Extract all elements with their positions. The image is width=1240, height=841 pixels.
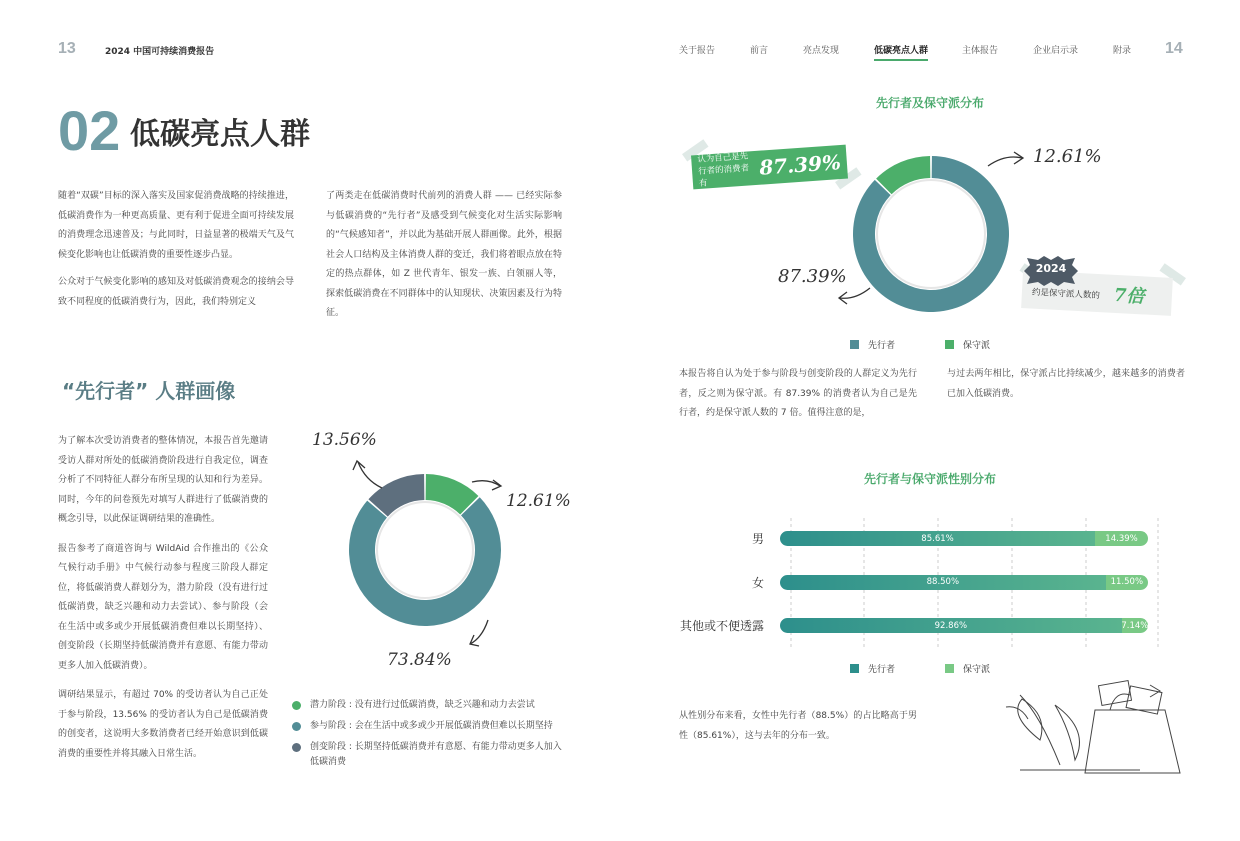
callout-text: 认为自己是先行者的消费者有 xyxy=(696,151,750,189)
arrow-head xyxy=(492,480,501,490)
stage-legend-text: 参与阶段 : 会在生活中或多或少开展低碳消费但难以长期坚持 xyxy=(310,721,553,731)
bar-pioneer: 92.86% xyxy=(780,618,1122,633)
intro-paragraph: 公众对于气候变化影响的感知及对低碳消费观念的接纳会导致不同程度的低碳消费行为，因此，我们特别定义 xyxy=(58,277,294,307)
stage-label-participate: 73.84% xyxy=(387,650,452,670)
section-title: 低碳亮点人群 xyxy=(130,117,310,152)
pioneer-paragraph: 报告参考了商道咨询与 WildAid 合作推出的《公众气候行动手册》中气候行动参与程度三阶段人群定位，将低碳消费人群划分为，潜力阶段（没有进行过低碳消费，缺乏兴趣和动力去尝试）、参与阶段（会在生活中或多或少开展低碳消费但难以长期坚持）、创变阶段（长期坚持低碳消费并有意愿、有能力带动更多人加入低碳消费）。 xyxy=(58,543,268,671)
stage-legend-item xyxy=(292,698,582,713)
right-page-number: 14 xyxy=(1165,40,1183,57)
legend-swatch xyxy=(945,340,954,349)
chart1-label-conservative: 12.61% xyxy=(1033,146,1102,167)
stage-legend-item xyxy=(292,719,582,734)
callout-value: 87.39% xyxy=(758,150,842,180)
nav-highlights[interactable]: 亮点发现 xyxy=(803,46,840,56)
bar-row xyxy=(660,575,1170,590)
chart1-legend-conservative xyxy=(945,338,990,351)
nav-low-carbon-groups[interactable]: 低碳亮点人群 xyxy=(874,43,928,61)
badge-text: 约是保守派人数的 xyxy=(1031,287,1101,302)
nav-preface[interactable]: 前言 xyxy=(750,46,769,56)
donut-inner xyxy=(377,502,473,598)
shopping-bag-illustration xyxy=(1000,675,1190,775)
legend-label: 保守派 xyxy=(963,341,991,351)
legend-label: 保守派 xyxy=(963,665,991,675)
stage-legend-text: 潜力阶段 : 没有进行过低碳消费，缺乏兴趣和动力去尝试 xyxy=(310,700,535,710)
section-number: 02 xyxy=(58,99,121,162)
nav-main-report[interactable]: 主体报告 xyxy=(962,46,999,56)
leaf-stem xyxy=(1020,695,1060,765)
pioneer-paragraph: 为了解本次受访消费者的整体情况，本报告首先邀请受访人群对所处的低碳消费阶段进行自我定位，调查分析了不同特征人群分布所呈现的认知和行为差异。同时，今年的问卷预先对填写人群进行了低碳消费的概念引导，以此保证调研结果的准确性。 xyxy=(58,436,268,524)
nav-appendix[interactable]: 附录 xyxy=(1113,46,1132,56)
bar-track xyxy=(780,575,1148,590)
arrow-to-label xyxy=(470,620,488,644)
badge-value: 7倍 xyxy=(1113,284,1145,308)
intro-column-1 xyxy=(58,187,294,312)
gender-bar-chart xyxy=(660,531,1170,662)
stage-label-potential: 12.61% xyxy=(506,491,571,511)
chart1-description-col2: 与过去两年相比，保守派占比持续减少，越来越多的消费者已加入低碳消费。 xyxy=(947,369,1185,399)
stage-legend xyxy=(292,698,582,770)
donut-inner xyxy=(877,180,985,288)
legend-swatch xyxy=(945,664,954,673)
bar-conservative: 11.50% xyxy=(1106,575,1148,590)
chart1-legend-pioneer xyxy=(850,338,895,351)
intro-paragraph: 随着“双碳”目标的深入落实及国家促消费战略的持续推进，低碳消费作为一种更高质量、更有利于促进全面可持续发展的消费理念迅速普及；与此同时，日益显著的极端天气及气候变化影响也让低碳消费的重要性逐步凸显。 xyxy=(58,191,294,260)
bar-pioneer: 88.50% xyxy=(780,575,1106,590)
bar-row xyxy=(660,618,1170,633)
bar-category-label: 男 xyxy=(751,532,764,546)
stage-label-transform: 13.56% xyxy=(312,430,377,450)
top-navigation xyxy=(679,43,1131,61)
bar-category-label: 其他或不便透露 xyxy=(679,619,764,633)
chart1-title: 先行者及保守派分布 xyxy=(875,96,984,110)
pioneer-paragraph: 调研结果显示，有超过 70% 的受访者认为自己正处于参与阶段，13.56% 的受访者认为自己是低碳消费的创变者，这说明大多数消费者已经开始意识到低碳消费的重要性并将其融入日常生活。 xyxy=(58,690,268,759)
legend-label: 先行者 xyxy=(868,665,896,675)
chart1-label-pioneer: 87.39% xyxy=(778,266,847,287)
nav-enterprise[interactable]: 企业启示录 xyxy=(1033,46,1079,56)
pioneer-heading: “先行者” 人群画像 xyxy=(62,379,236,403)
badge-year: 2024 xyxy=(1035,262,1067,275)
legend-swatch xyxy=(850,664,859,673)
bar-category-label: 女 xyxy=(751,575,764,590)
slate-dot-icon xyxy=(292,743,301,752)
bar-conservative: 14.39% xyxy=(1095,531,1148,546)
green-dot-icon xyxy=(292,701,301,710)
bar-track xyxy=(780,618,1148,633)
nav-about[interactable]: 关于报告 xyxy=(679,46,716,56)
chart2-legend-pioneer xyxy=(850,662,895,675)
chart2-description: 从性别分布来看，女性中先行者（88.5%）的占比略高于男性（85.61%），这与去年的分布一致。 xyxy=(679,711,917,741)
intro-column-2 xyxy=(326,187,562,324)
chart1-description-col1: 本报告将自认为处于参与阶段与创变阶段的人群定义为先行者，反之则为保守派。有 87.39% 的消费者认为自己是先行者，约是保守派人数的 7 倍。值得注意的是， xyxy=(679,369,917,418)
bar-track xyxy=(780,531,1148,546)
stage-legend-item xyxy=(292,740,582,770)
left-page-number: 13 xyxy=(58,40,76,57)
arrow-to-label xyxy=(358,462,382,488)
teal-dot-icon xyxy=(292,722,301,731)
chart2-legend-conservative xyxy=(945,662,990,675)
stage-legend-text: 创变阶段 : 长期坚持低碳消费并有意愿、有能力带动更多人加入低碳消费 xyxy=(310,742,562,767)
legend-swatch xyxy=(850,340,859,349)
bar-conservative: 7.14% xyxy=(1122,618,1148,633)
intro-paragraph: 了两类走在低碳消费时代前列的消费人群 —— 已经实际参与低碳消费的“先行者”及感受到气候变化对生活实际影响的“气候感知者”，并以此为基础开展人群画像。此外，根据社会人口结构及主体消费人群的变迁，我们将着眼点放在特定的热点群体，如 Z 世代青年、银发一族、白领丽人等，探索低碳消费在不同群体中的认知现状、决策因素及行为特征。 xyxy=(326,191,562,318)
stage-donut-chart xyxy=(290,420,570,680)
document-title: 2024 中国可持续消费报告 xyxy=(105,47,215,57)
pioneer-text xyxy=(58,432,268,764)
legend-label: 先行者 xyxy=(868,341,896,351)
chart2-title: 先行者与保守派性别分布 xyxy=(863,472,996,486)
bar-pioneer: 85.61% xyxy=(780,531,1095,546)
bar-row xyxy=(660,531,1170,546)
